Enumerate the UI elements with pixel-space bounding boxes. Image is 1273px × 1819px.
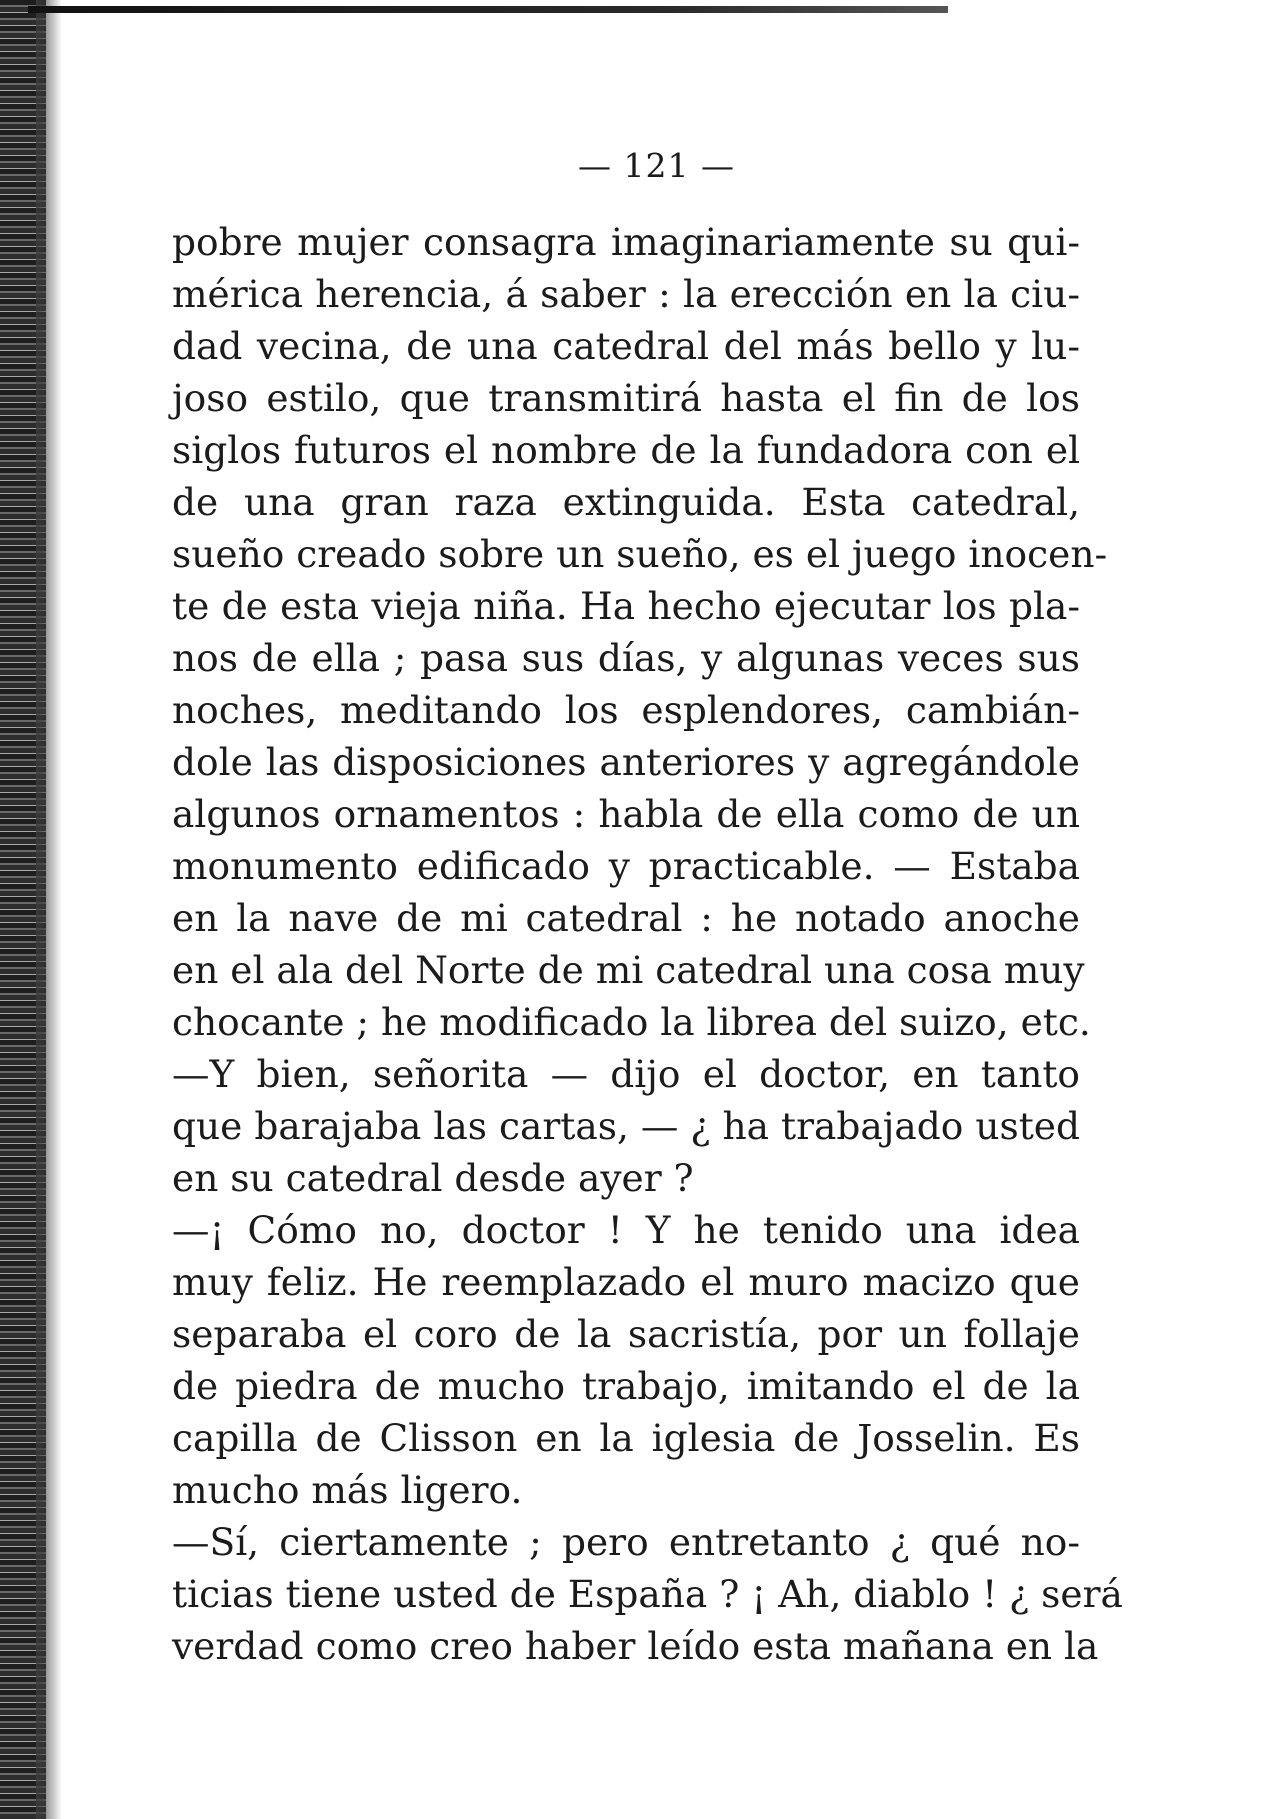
top-edge-rule [28, 6, 948, 13]
text-line: de piedra de mucho trabajo, imitando el de la [172, 1364, 1080, 1408]
text-line: dad vecina, de una catedral del más bello y lu- [172, 324, 1080, 368]
text-line: te de esta vieja niña. Ha hecho ejecutar los pla- [172, 584, 1080, 628]
text-line: noches, meditando los esplendores, cambián- [172, 688, 1080, 732]
text-line: en la nave de mi catedral : he notado anoche [172, 896, 1080, 940]
text-line: dole las disposiciones anteriores y agregándole [172, 740, 1080, 784]
page-number [0, 146, 1273, 185]
text-line: pobre mujer consagra imaginariamente su qui- [172, 220, 1080, 264]
text-line: siglos futuros el nombre de la fundadora con el [172, 428, 1080, 472]
text-line: mucho más ligero. [172, 1468, 523, 1512]
text-line: algunos ornamentos : habla de ella como de un [172, 792, 1080, 836]
text-line: mérica herencia, á saber : la erección en la ciu- [172, 272, 1080, 316]
text-line: de una gran raza extinguida. Esta catedral, [172, 480, 1080, 524]
paragraph-2 [172, 1048, 1080, 1204]
paragraph-1 [172, 216, 1108, 1048]
text-line: sueño creado sobre un sueño, es el juego inocen- [172, 532, 1108, 576]
text-line: —Sí, ciertamente ; pero entretanto ¿ qué no- [172, 1520, 1080, 1564]
text-line: separaba el coro de la sacristía, por un follaje [172, 1312, 1080, 1356]
text-line: ticias tiene usted de España ? ¡ Ah, diablo ! ¿ será [172, 1572, 1123, 1616]
text-line: capilla de Clisson en la iglesia de Josselin. Es [172, 1416, 1080, 1460]
text-line: verdad como creo haber leído esta mañana en la [172, 1624, 1099, 1668]
text-line: monumento edificado y practicable. — Estaba [172, 844, 1080, 888]
binding-shadow [36, 0, 62, 1819]
text-line: nos de ella ; pasa sus días, y algunas veces sus [172, 636, 1080, 680]
text-line: en el ala del Norte de mi catedral una cosa muy [172, 948, 1085, 992]
text-line: muy feliz. He reemplazado el muro macizo que [172, 1260, 1080, 1304]
body-text [172, 216, 1123, 1672]
paragraph-4 [172, 1516, 1123, 1672]
text-line: en su catedral desde ayer ? [172, 1156, 694, 1200]
text-line: —¡ Cómo no, doctor ! Y he tenido una idea [172, 1208, 1080, 1252]
text-line: que barajaba las cartas, — ¿ ha trabajado usted [172, 1104, 1080, 1148]
text-line: joso estilo, que transmitirá hasta el fin de los [172, 376, 1080, 420]
text-line: chocante ; he modificado la librea del suizo, etc. [172, 1000, 1091, 1044]
paragraph-3 [172, 1204, 1080, 1516]
text-line: —Y bien, señorita — dijo el doctor, en tanto [172, 1052, 1080, 1096]
page-number-text: — 121 — [578, 146, 735, 185]
